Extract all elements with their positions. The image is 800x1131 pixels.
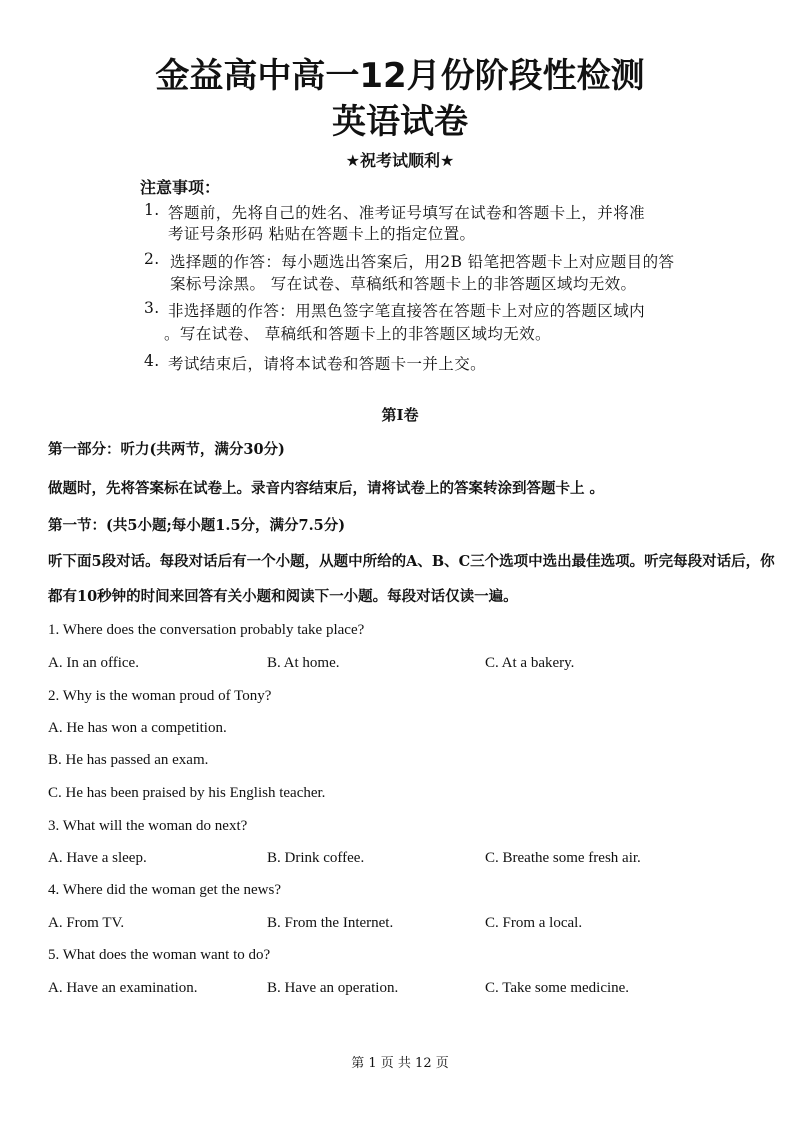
notice-item-1-line1: 答题前，先将自己的姓名、准考证号填写在试卷和答题卡上，并将准 <box>168 204 646 222</box>
question-4-option-a: A. From TV. <box>48 915 125 931</box>
question-1-stem: 1. Where does the conversation probably take place? <box>48 622 365 638</box>
notice-item-1-line2: 考证号条形码 粘贴在答题卡上的指定位置。 <box>168 225 476 243</box>
question-4-option-b: B. From the Internet. <box>267 915 394 931</box>
section1-heading: 第一节：(共5小题;每小题1.5分，满分7.5分) <box>48 517 346 534</box>
question-2-option-a: A. He has won a competition. <box>48 720 227 736</box>
question-5-option-b: B. Have an operation. <box>267 980 399 996</box>
question-3-option-c: C. Breathe some fresh air. <box>485 850 641 866</box>
question-1-option-c: C. At a bakery. <box>485 655 575 671</box>
notice-item-2-line2: 案标号涂黑。 写在试卷、草稿纸和答题卡上的非答题区域均无效。 <box>170 275 637 293</box>
question-3-stem: 3. What will the woman do next? <box>48 818 248 834</box>
question-5-stem: 5. What does the woman want to do? <box>48 947 271 963</box>
volume-heading: 第Ⅰ卷 <box>381 406 419 424</box>
notice-item-3-line1: 非选择题的作答：用黑色签字笔直接答在答题卡上对应的答题区域内 <box>168 302 646 320</box>
notice-item-2-line1: 选择题的作答：每小题选出答案后，用2B 铅笔把答题卡上对应题目的答 <box>170 253 675 271</box>
page-number: 第 1 页 共 12 页 <box>351 1056 449 1071</box>
notice-item-2-number: 2. <box>144 250 160 268</box>
notice-item-4-number: 4. <box>144 352 160 370</box>
exam-subtitle: 英语试卷 <box>332 102 468 142</box>
section1-instruction-line1: 听下面5段对话。每段对话后有一个小题，从题中所给的A、B、C三个选项中选出最佳选项。听完每段对话后，你 <box>48 553 775 570</box>
question-2-option-b: B. He has passed an exam. <box>48 752 209 768</box>
question-5-option-a: A. Have an examination. <box>48 980 198 996</box>
question-2-option-c: C. He has been praised by his English teacher. <box>48 785 326 801</box>
question-1-option-b: B. At home. <box>267 655 340 671</box>
question-4-stem: 4. Where did the woman get the news? <box>48 882 281 898</box>
part1-instruction: 做题时，先将答案标在试卷上。录音内容结束后，请将试卷上的答案转涂到答题卡上 。 <box>48 480 605 497</box>
question-3-option-b: B. Drink coffee. <box>267 850 365 866</box>
good-luck-line: ★祝考试顺利★ <box>345 151 455 170</box>
question-4-option-c: C. From a local. <box>485 915 583 931</box>
question-1-option-a: A. In an office. <box>48 655 139 671</box>
section1-instruction-line2: 都有10秒钟的时间来回答有关小题和阅读下一小题。每段对话仅读一遍。 <box>48 588 518 605</box>
exam-title: 金益高中高一12月份阶段性检测 <box>155 56 645 96</box>
notice-heading: 注意事项： <box>140 178 221 197</box>
question-3-option-a: A. Have a sleep. <box>48 850 147 866</box>
notice-item-4-line1: 考试结束后，请将本试卷和答题卡一并上交。 <box>168 355 487 373</box>
notice-item-3-number: 3. <box>144 299 160 317</box>
notice-item-1-number: 1. <box>144 201 160 219</box>
question-2-stem: 2. Why is the woman proud of Tony? <box>48 688 272 704</box>
question-5-option-c: C. Take some medicine. <box>485 980 630 996</box>
part1-heading: 第一部分：听力(共两节，满分30分) <box>48 441 285 458</box>
notice-item-3-line2: 。写在试卷、 草稿纸和答题卡上的非答题区域均无效。 <box>164 325 551 343</box>
